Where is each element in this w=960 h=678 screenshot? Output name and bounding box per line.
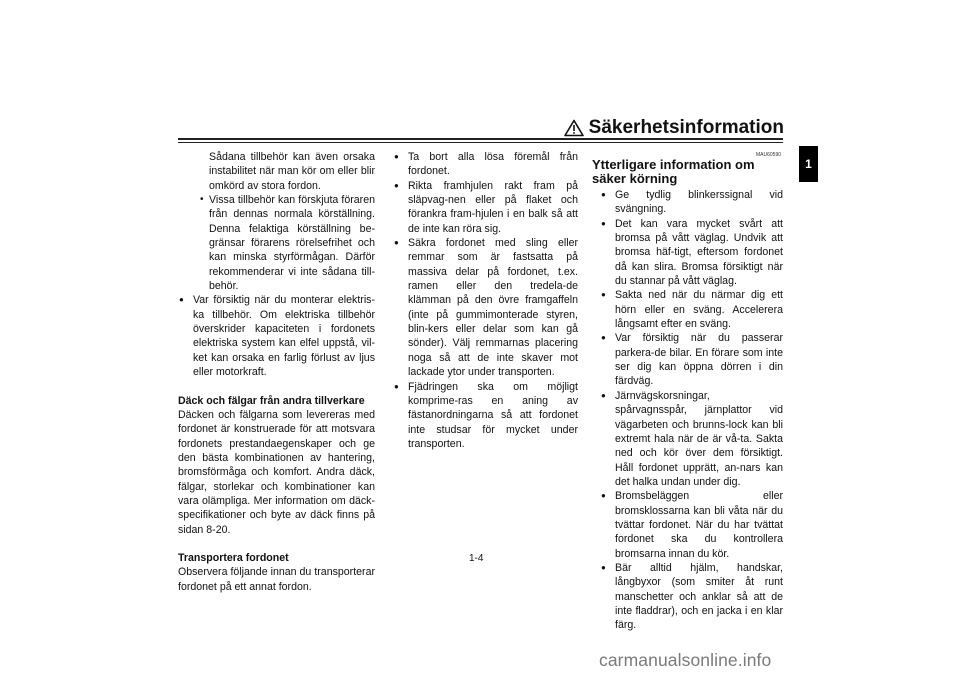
page-header: [564, 117, 784, 139]
tires-paragraph: Däcken och fälgarna som levereras med fordonet är konstruerade för att motsvara fordonets prestandaegenskaper och ge den bästa kombinationen av hantering, bromsförmåga och komfort. Andra däck, fälgar, storlekar och kombinationer kan vara olämpliga. Mer information om däck-specifikationer och byte av däck finns på sidan 8-20.: [178, 408, 375, 536]
bullet-item: ● Var försiktig när du passerar parkera-de bilar. En förare som inte ser dig kan öppna dörren i din färdväg.: [600, 331, 783, 388]
watermark: carmanualsonline.info: [599, 650, 772, 670]
tires-heading: Däck och fälgar från andra tillverkare: [178, 394, 365, 407]
bullet-item: ● Fjädringen ska om möjligt komprime-ras en aning av fästanordningarna så att fordonet inte studsar för mycket under transporten.: [393, 380, 578, 452]
sub-bullet-item: • Vissa tillbehör kan förskjuta föraren från dennas normala körställning. Denna felaktiga körställning be-gränsar förarens rörelsefrihet och kan minska styrförmågan. Därför rekommenderar vi inte sådana till-behör.: [178, 193, 375, 293]
bullet-item: ● Järnvägskorsningar, spårvagnsspår, järnplattor vid vägarbeten och brunns-lock kan bli extremt hala när de är vå-ta. Sakta ned och kör över dem försiktigt. Håll fordonet upprätt, an-nars kan det halka undan under dig.: [600, 389, 783, 489]
header-rule-thick: [178, 138, 783, 140]
transport-paragraph: Observera följande innan du transporterar fordonet på ett annat fordon.: [178, 566, 375, 593]
bullet-item: ● Det kan vara mycket svårt att bromsa på vått väglag. Undvik att bromsa häf-tigt, eftersom fordonet då kan slira. Bromsa försiktigt när du stannar på vått väglag.: [600, 217, 783, 289]
bullet-item: ● Sakta ned när du närmar dig ett hörn eller en sväng. Accelerera långsamt efter en sväng.: [600, 288, 783, 331]
continued-paragraph: Sådana tillbehör kan även orsaka instabilitet när man kör om eller blir omkörd av stora fordon.: [209, 151, 375, 192]
bullet-item: ● Ge tydlig blinkerssignal vid svängning.: [600, 188, 783, 217]
page-number: 1-4: [469, 553, 484, 564]
bullet-item: ● Ta bort alla lösa föremål från fordonet.: [393, 150, 578, 179]
warning-triangle-icon: [564, 119, 584, 137]
column-middle: [393, 150, 578, 451]
chapter-tab: 1: [799, 146, 818, 182]
bullet-item: ● Rikta framhjulen rakt fram på släpvag-nen eller på flaket och förankra fram-hjulen i en balk så att de inte kan röra sig.: [393, 179, 578, 236]
page-title: Säkerhetsinformation: [588, 117, 784, 138]
section-heading: Ytterligare information om säker körning: [592, 157, 755, 186]
bullet-item: ● Var försiktig när du monterar elektris-ka tillbehör. Om elektriska tillbehör överskrider kapaciteten i fordonets elektriska system kan elfel uppstå, vil-ket kan orsaka en farlig förlust av ljus eller motorkraft.: [178, 293, 375, 379]
header-rule-thin: [178, 142, 783, 143]
column-left: [178, 150, 375, 594]
bullet-item: ● Säkra fordonet med sling eller remmar som är fastsatta på massiva delar på fordonet, t.ex. ramen eller den tredela-de klämman på den övre framgaffeln (inte på gummimonterade styren, blin-kers eller delar som kan gå sönder). Välj remmarnas placering noga så att de inte skaver mot lackade ytor under transporten.: [393, 236, 578, 379]
section-code: MAU60590: [756, 152, 782, 158]
transport-heading: Transportera fordonet: [178, 551, 289, 564]
column-right: [600, 188, 783, 633]
bullet-item: ● Bär alltid hjälm, handskar, långbyxor (som smiter åt runt manschetter och anklar så att de inte fladdrar), och en jacka i en klar färg.: [600, 561, 783, 633]
bullet-item: ● Bromsbeläggen eller bromsklossarna kan bli våta när du tvättar fordonet. När du har tvättat fordonet ska du kontrollera bromsarna innan du kör.: [600, 489, 783, 561]
